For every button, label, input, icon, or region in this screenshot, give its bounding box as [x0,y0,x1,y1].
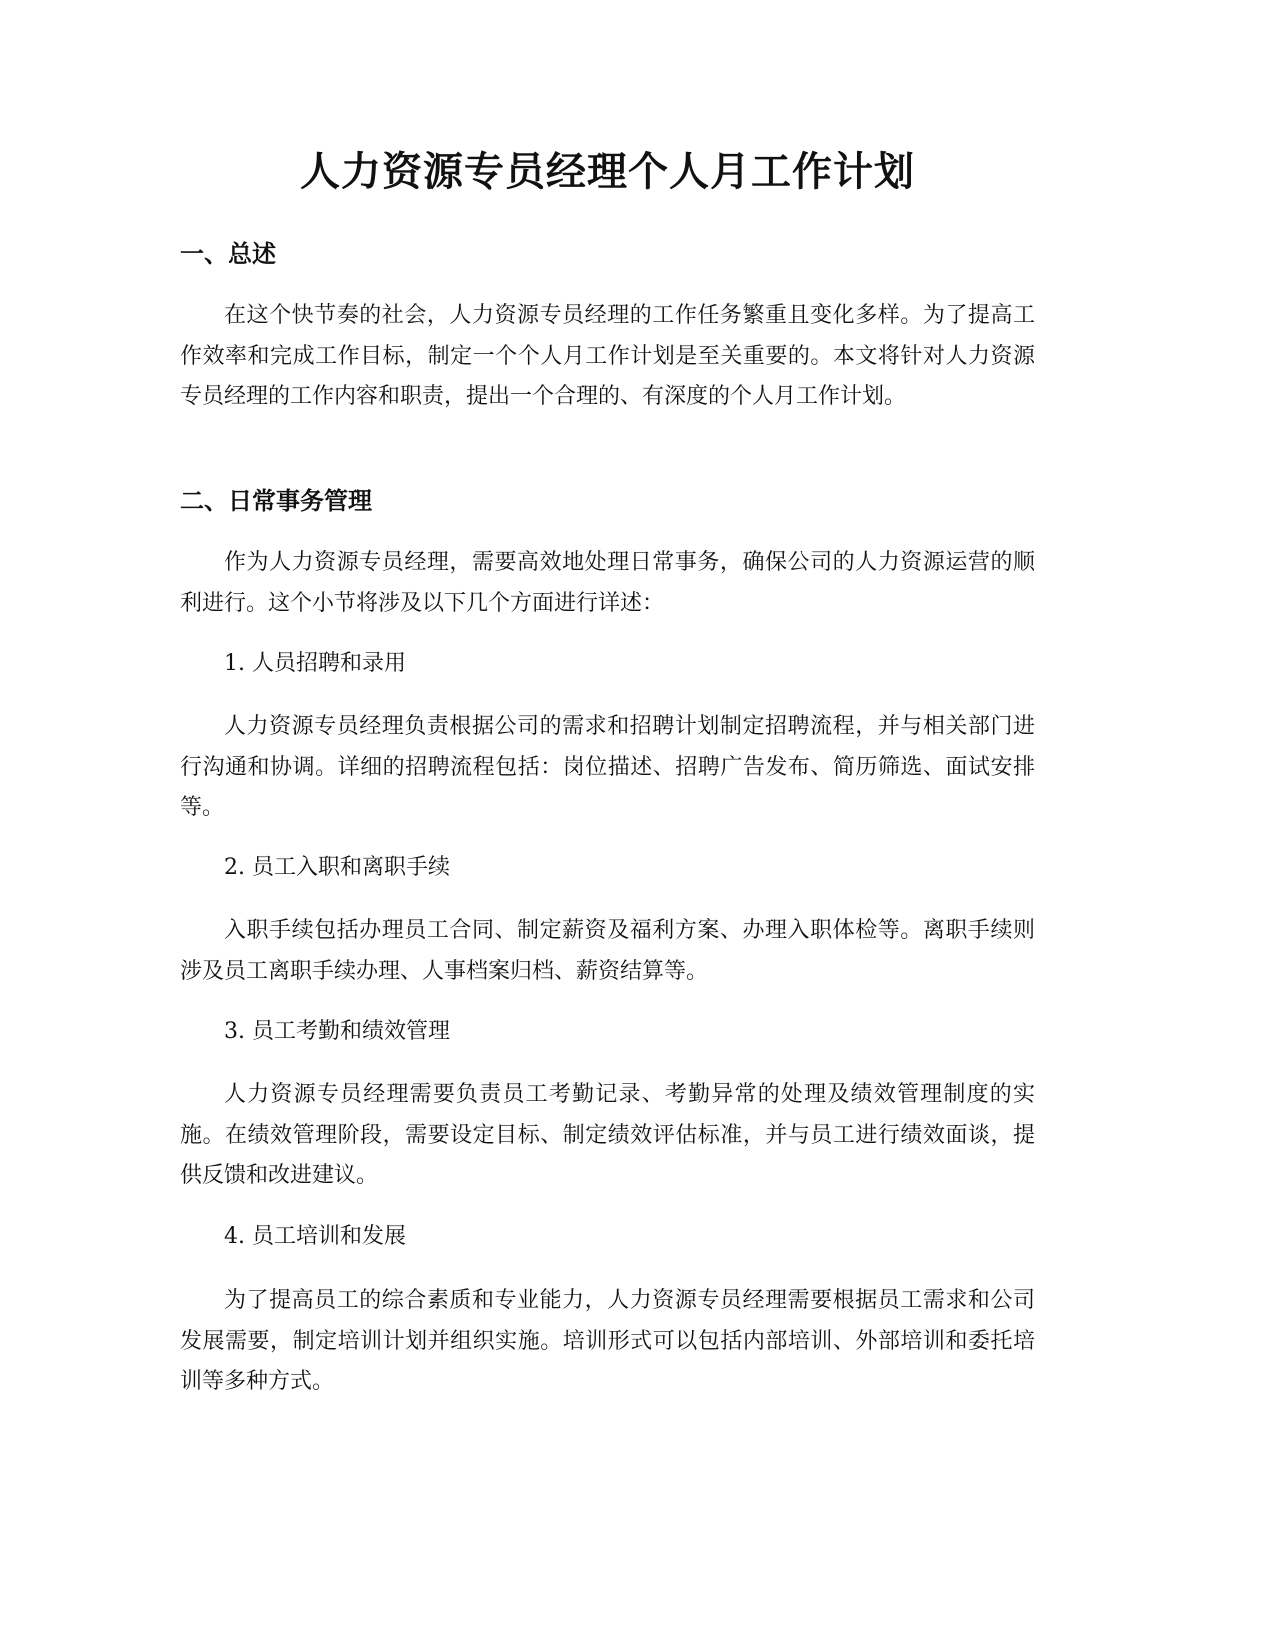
item-heading-training: 4. 员工培训和发展 [224,1224,406,1249]
attendance-paragraph: 人力资源专员经理需要负责员工考勤记录、考勤异常的处理及绩效管理制度的实施。在绩效管理阶段，需要设定目标、制定绩效评估标准，并与员工进行绩效面谈，提供反馈和改进建议。 [180,1082,1035,1188]
daily-affairs-intro-paragraph: 作为人力资源专员经理，需要高效地处理日常事务，确保公司的人力资源运营的顺利进行。这个小节将涉及以下几个方面进行详述： [180,550,1035,616]
document-title: 人力资源专员经理个人月工作计划 [300,149,915,195]
item-heading-attendance: 3. 员工考勤和绩效管理 [224,1019,450,1044]
section-heading-overview: 一、总述 [180,240,276,268]
item-heading-recruitment: 1. 人员招聘和录用 [224,651,406,676]
recruitment-paragraph: 人力资源专员经理负责根据公司的需求和招聘计划制定招聘流程，并与相关部门进行沟通和协调。详细的招聘流程包括：岗位描述、招聘广告发布、简历筛选、面试安排等。 [180,714,1035,820]
section-heading-daily-affairs: 二、日常事务管理 [180,487,372,515]
overview-paragraph: 在这个快节奏的社会，人力资源专员经理的工作任务繁重且变化多样。为了提高工作效率和完成工作目标，制定一个个人月工作计划是至关重要的。本文将针对人力资源专员经理的工作内容和职责，提出一个合理的、有深度的个人月工作计划。 [180,303,1035,409]
item-heading-onboarding: 2. 员工入职和离职手续 [224,855,450,880]
training-paragraph: 为了提高员工的综合素质和专业能力，人力资源专员经理需要根据员工需求和公司发展需要，制定培训计划并组织实施。培训形式可以包括内部培训、外部培训和委托培训等多种方式。 [180,1288,1035,1394]
onboarding-paragraph: 入职手续包括办理员工合同、制定薪资及福利方案、办理入职体检等。离职手续则涉及员工离职手续办理、人事档案归档、薪资结算等。 [180,918,1035,984]
